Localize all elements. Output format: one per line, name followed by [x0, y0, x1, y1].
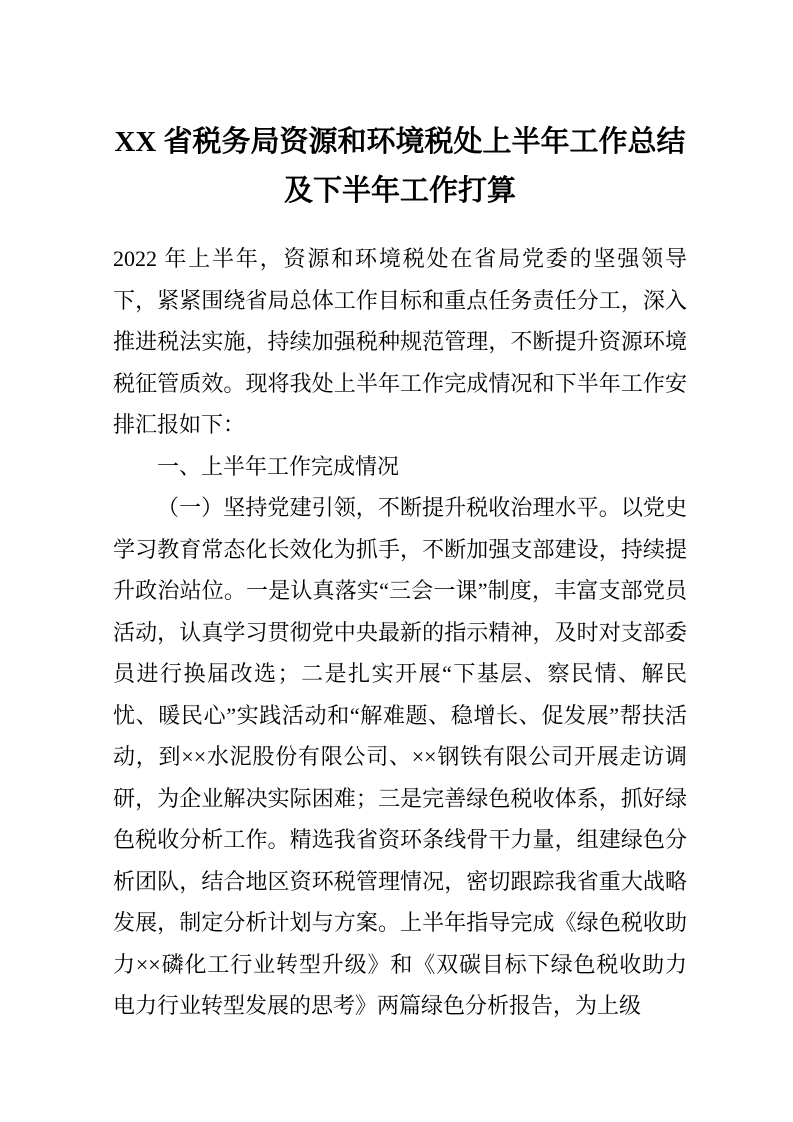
paragraph-party-building: （一）坚持党建引领，不断提升税收治理水平。以党史学习教育常态化长效化为抓手，不断加强支部建设，持续提升政治站位。一是认真落实“三会一课”制度，丰富支部党员活动，认真学习贯彻党中央最新的指示精神，及时对支部委员进行换届改选；二是扎实开展“下基层、察民情、解民忧、暖民心”实践活动和“解难题、稳增长、促发展”帮扶活动，到××水泥股份有限公司、××钢铁有限公司开展走访调研，为企业解决实际困难；三是完善绿色税收体系，抓好绿色税收分析工作。精选我省资环条线骨干力量，组建绿色分析团队，结合地区资环税管理情况，密切跟踪我省重大战略发展，制定分析计划与方案。上半年指导完成《绿色税收助力××磷化工行业转型升级》和《双碳目标下绿色税收助力电力行业转型发展的思考》两篇绿色分析报告，为上级 [113, 495, 687, 1018]
paragraph-intro: 2022 年上半年，资源和环境税处在省局党委的坚强领导下，紧紧围绕省局总体工作目标和重点任务责任分工，深入推进税法实施，持续加强税种规范管理，不断提升资源环境税征管质效。现将我处上半年工作完成情况和下半年工作安排汇报如下： [113, 246, 687, 437]
document-title: XX 省税务局资源和环境税处上半年工作总结及下半年工作打算 [114, 126, 686, 207]
section-heading-first-half-summary: 一、上半年工作完成情况 [157, 453, 400, 479]
